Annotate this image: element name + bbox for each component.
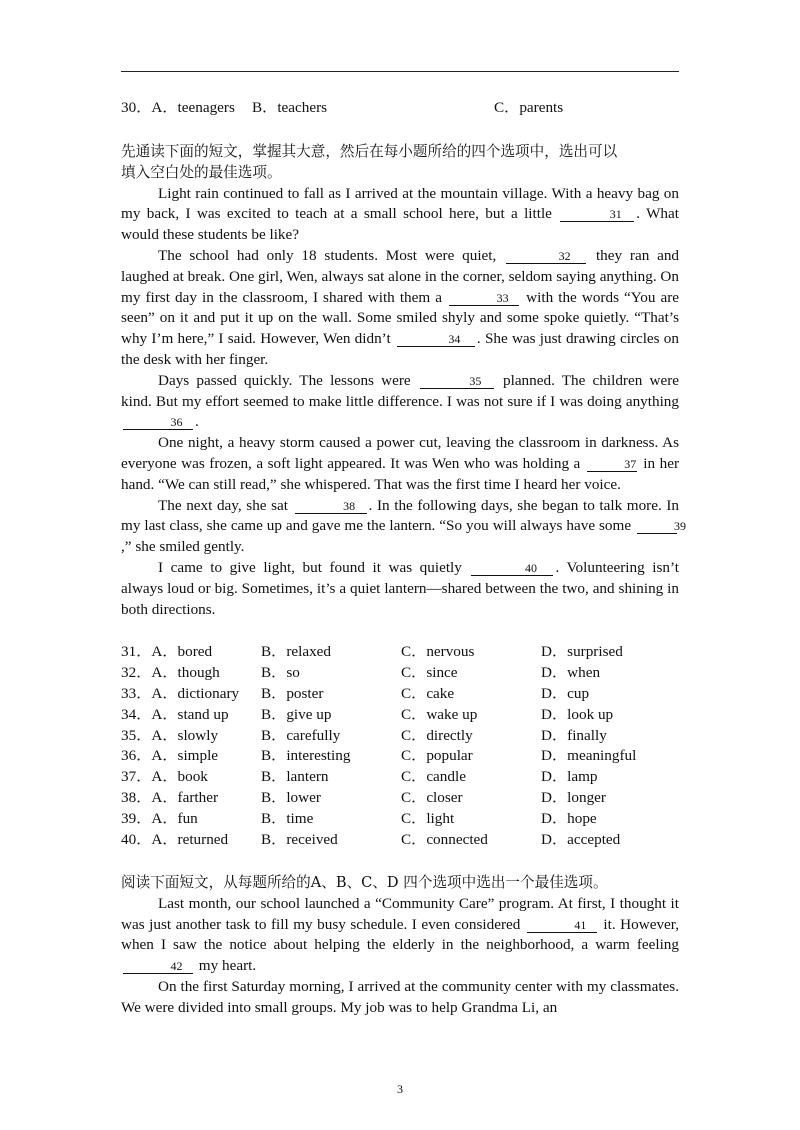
blank-33: 33 <box>449 291 519 306</box>
option-row: 37．A．book B．lantern C．candle D．lamp <box>121 768 598 786</box>
blank-31: 31 <box>560 207 634 222</box>
blank-42: 42 <box>123 959 193 974</box>
paragraph: Last month, our school launched a “Community Care” program. At first, I thought it was just another task to fill my busy schedule. I even considered 41 it. However, when I saw the notice about helping the elderly in the neighborhood, a warm feeling 42 my heart. <box>121 894 680 975</box>
option-row: 36．A．simple B．interesting C．popular D．meaningful <box>121 747 637 765</box>
blank-37: 37 <box>587 457 637 472</box>
question-30-a <box>121 98 252 119</box>
option-row: 33．A．dictionary B．poster C．cake D．cup <box>121 684 590 702</box>
section2-instruction: 阅读下面短文，从每题所给的A、B、C、D 四个选项中选出一个最佳选项。 <box>121 874 608 891</box>
question-30-options <box>121 98 679 119</box>
option-row: 34．A．stand up B．give up C．wake up D．look up <box>121 705 614 723</box>
blank-40: 40 <box>471 561 553 576</box>
paragraph: One night, a heavy storm caused a power cut, leaving the classroom in darkness. As everyone was frozen, a soft light appeared. It was Wen who was holding a 37 in her hand. “We can still read,” she whispered. That was the first time I heard her voice. <box>121 434 679 493</box>
options-list <box>121 642 681 851</box>
question-30-b: B．teachers <box>252 99 328 116</box>
blank-41: 41 <box>527 918 597 933</box>
paragraph: Light rain continued to fall as I arrived at the mountain village. With a heavy bag on my back, I was excited to teach at a small school here, but a little 31 . What would these students be like? <box>121 184 679 244</box>
blank-34: 34 <box>397 332 475 347</box>
blank-38: 38 <box>295 499 367 514</box>
paragraph: The school had only 18 students. Most were quiet, 32 they ran and laughed at break. One girl, Wen, always sat alone in the corner, seldom saying anything. On my first day in the classroom, I shared with them a 33 with the words “You are seen” on it and put it up on the wall. Some smiled shyly and some spoke quietly. “That’s why I’m here,” I said. However, Wen didn’t 34 . She was just drawing circles on the desk with her finger. <box>121 246 680 368</box>
section1-instruction: 先通读下面的短文，掌握其大意，然后在每小题所给的四个选项中，选出可以 填入空白处的最佳选项。 <box>121 143 618 181</box>
question-30-c: C．parents <box>494 99 564 116</box>
option-row: 40．A．returned B．received C．connected D．accepted <box>121 831 621 849</box>
option-row: 38．A．farther B．lower C．closer D．longer <box>121 789 606 807</box>
paragraph: Days passed quickly. The lessons were 35 planned. The children were kind. But my effort seemed to make little difference. I was not sure if I was doing anything 36 . <box>121 371 679 431</box>
blank-35: 35 <box>420 374 494 389</box>
section1-passage <box>121 142 687 620</box>
section2-passage <box>121 873 679 1019</box>
blank-32: 32 <box>506 249 586 264</box>
header-rule <box>121 71 679 72</box>
question-number: 30． <box>121 99 152 116</box>
option-a: A．teenagers <box>151 99 235 116</box>
option-row: 32．A．though B．so C．since D．when <box>121 663 601 681</box>
paragraph: I came to give light, but found it was quietly 40 . Volunteering isn’t always loud or big. Sometimes, it’s a quiet lantern—shared between the two, and shining in both directions. <box>121 558 680 618</box>
page-number: 3 <box>397 1082 403 1096</box>
option-row: 39．A．fun B．time C．light D．hope <box>121 810 597 828</box>
blank-36: 36 <box>123 415 193 430</box>
option-row: 35．A．slowly B．carefully C．directly D．finally <box>121 726 607 744</box>
option-row: 31．A．bored B．relaxed C．nervous D．surprised <box>121 643 623 660</box>
paragraph: On the first Saturday morning, I arrived at the community center with my classmates. We were divided into small groups. My job was to help Grandma Li, an <box>121 977 679 1016</box>
paragraph: The next day, she sat 38 . In the following days, she began to talk more. In my last class, she came up and gave me the lantern. “So you will always have some 39,” she smiled gently. <box>121 496 687 556</box>
blank-39: 39 <box>637 519 677 534</box>
